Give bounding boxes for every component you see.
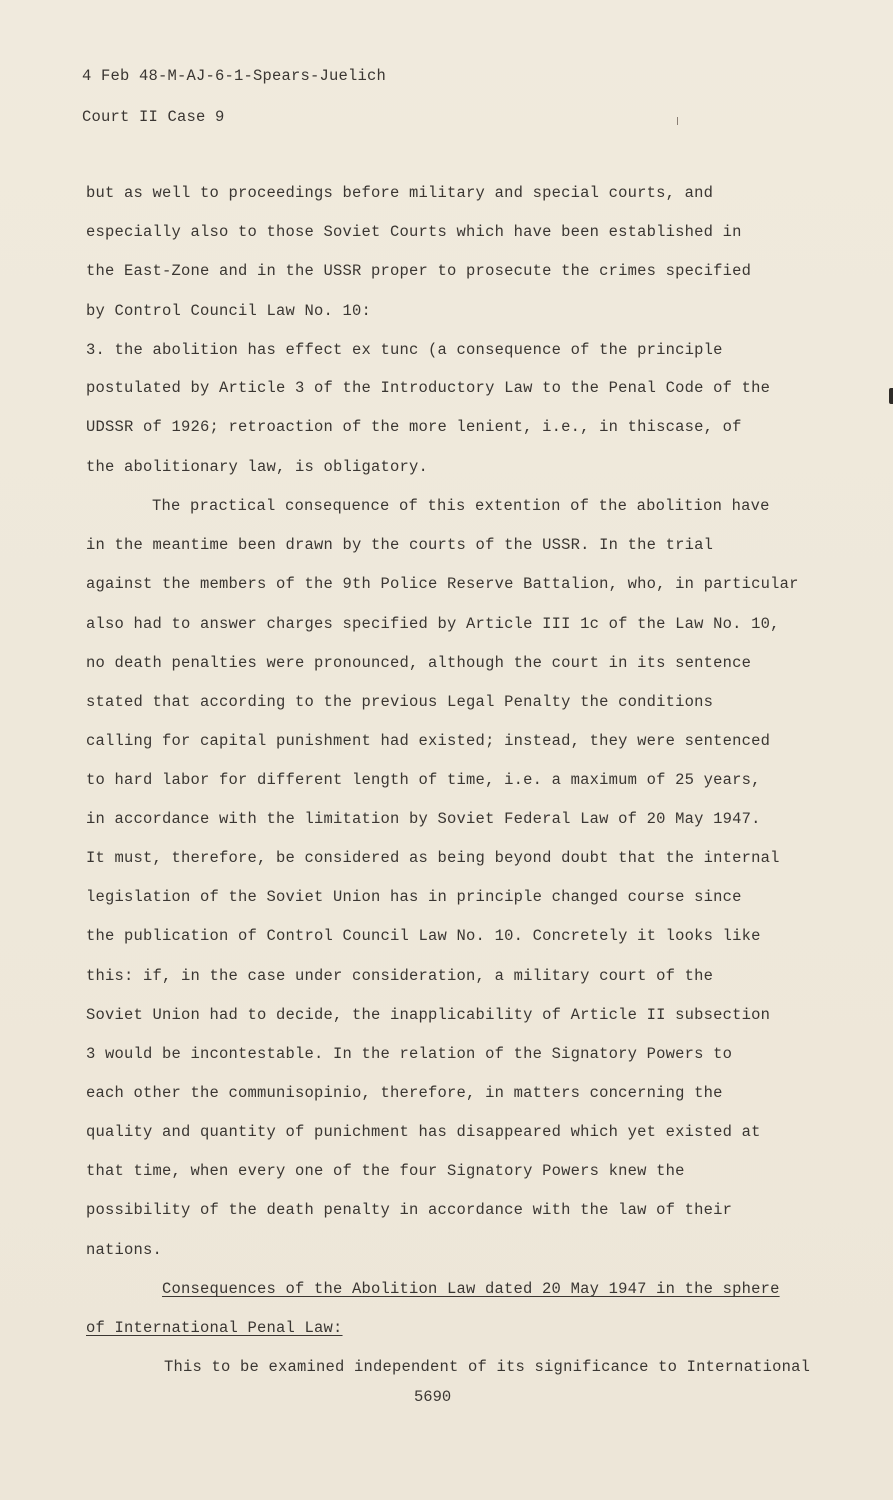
body-line: the publication of Control Council Law No. 10. Concretely it looks like — [86, 927, 761, 945]
closing-line: This to be examined independent of its significance to International — [164, 1358, 811, 1376]
body-line: stated that according to the previous Legal Penalty the conditions — [86, 693, 714, 711]
court-case-label: Court II Case 9 — [82, 108, 225, 126]
paragraph-start: The practical consequence of this extention of the abolition have — [152, 497, 770, 515]
body-line: in accordance with the limitation by Soviet Federal Law of 20 May 1947. — [86, 810, 761, 828]
body-line: in the meantime been drawn by the courts of the USSR. In the trial — [86, 536, 714, 554]
stray-mark — [677, 117, 678, 125]
body-line: the East-Zone and in the USSR proper to prosecute the crimes specified — [86, 262, 752, 280]
section-heading: Consequences of the Abolition Law dated 20 May 1947 in the sphere — [162, 1280, 780, 1298]
body-line: Soviet Union had to decide, the inapplicability of Article II subsection — [86, 1006, 771, 1024]
body-line: to hard labor for different length of time, i.e. a maximum of 25 years, — [86, 771, 761, 789]
body-line: quality and quantity of punichment has disappeared which yet existed at — [86, 1123, 761, 1141]
body-line: no death penalties were pronounced, although the court in its sentence — [86, 654, 752, 672]
body-line: 3 would be incontestable. In the relation of the Signatory Powers to — [86, 1045, 733, 1063]
document-reference: 4 Feb 48-M-AJ-6-1-Spears-Juelich — [82, 67, 387, 85]
body-line: possibility of the death penalty in accordance with the law of their — [86, 1201, 733, 1219]
body-line: the abolitionary law, is obligatory. — [86, 458, 429, 476]
body-line: nations. — [86, 1241, 163, 1259]
body-line: legislation of the Soviet Union has in principle changed course since — [86, 888, 742, 906]
body-line: against the members of the 9th Police Reserve Battalion, who, in particular — [86, 575, 799, 593]
body-line: this: if, in the case under consideration, a military court of the — [86, 967, 714, 985]
section-heading-continued: of International Penal Law: — [86, 1319, 343, 1337]
binding-hole-mark — [889, 388, 893, 404]
body-line: UDSSR of 1926; retroaction of the more lenient, i.e., in thiscase, of — [86, 418, 742, 436]
body-line: each other the communisopinio, therefore, in matters concerning the — [86, 1084, 723, 1102]
body-line: 3. the abolition has effect ex tunc (a consequence of the principle — [86, 341, 723, 359]
body-line: but as well to proceedings before military and special courts, and — [86, 184, 714, 202]
body-line: It must, therefore, be considered as being beyond doubt that the internal — [86, 849, 780, 867]
body-line: that time, when every one of the four Signatory Powers knew the — [86, 1162, 685, 1180]
body-line: by Control Council Law No. 10: — [86, 302, 372, 320]
body-line: calling for capital punishment had existed; instead, they were sentenced — [86, 732, 771, 750]
body-line: also had to answer charges specified by Article III 1c of the Law No. 10, — [86, 615, 780, 633]
body-line: especially also to those Soviet Courts which have been established in — [86, 223, 742, 241]
page-number: 5690 — [414, 1388, 452, 1406]
body-line: postulated by Article 3 of the Introductory Law to the Penal Code of the — [86, 379, 771, 397]
